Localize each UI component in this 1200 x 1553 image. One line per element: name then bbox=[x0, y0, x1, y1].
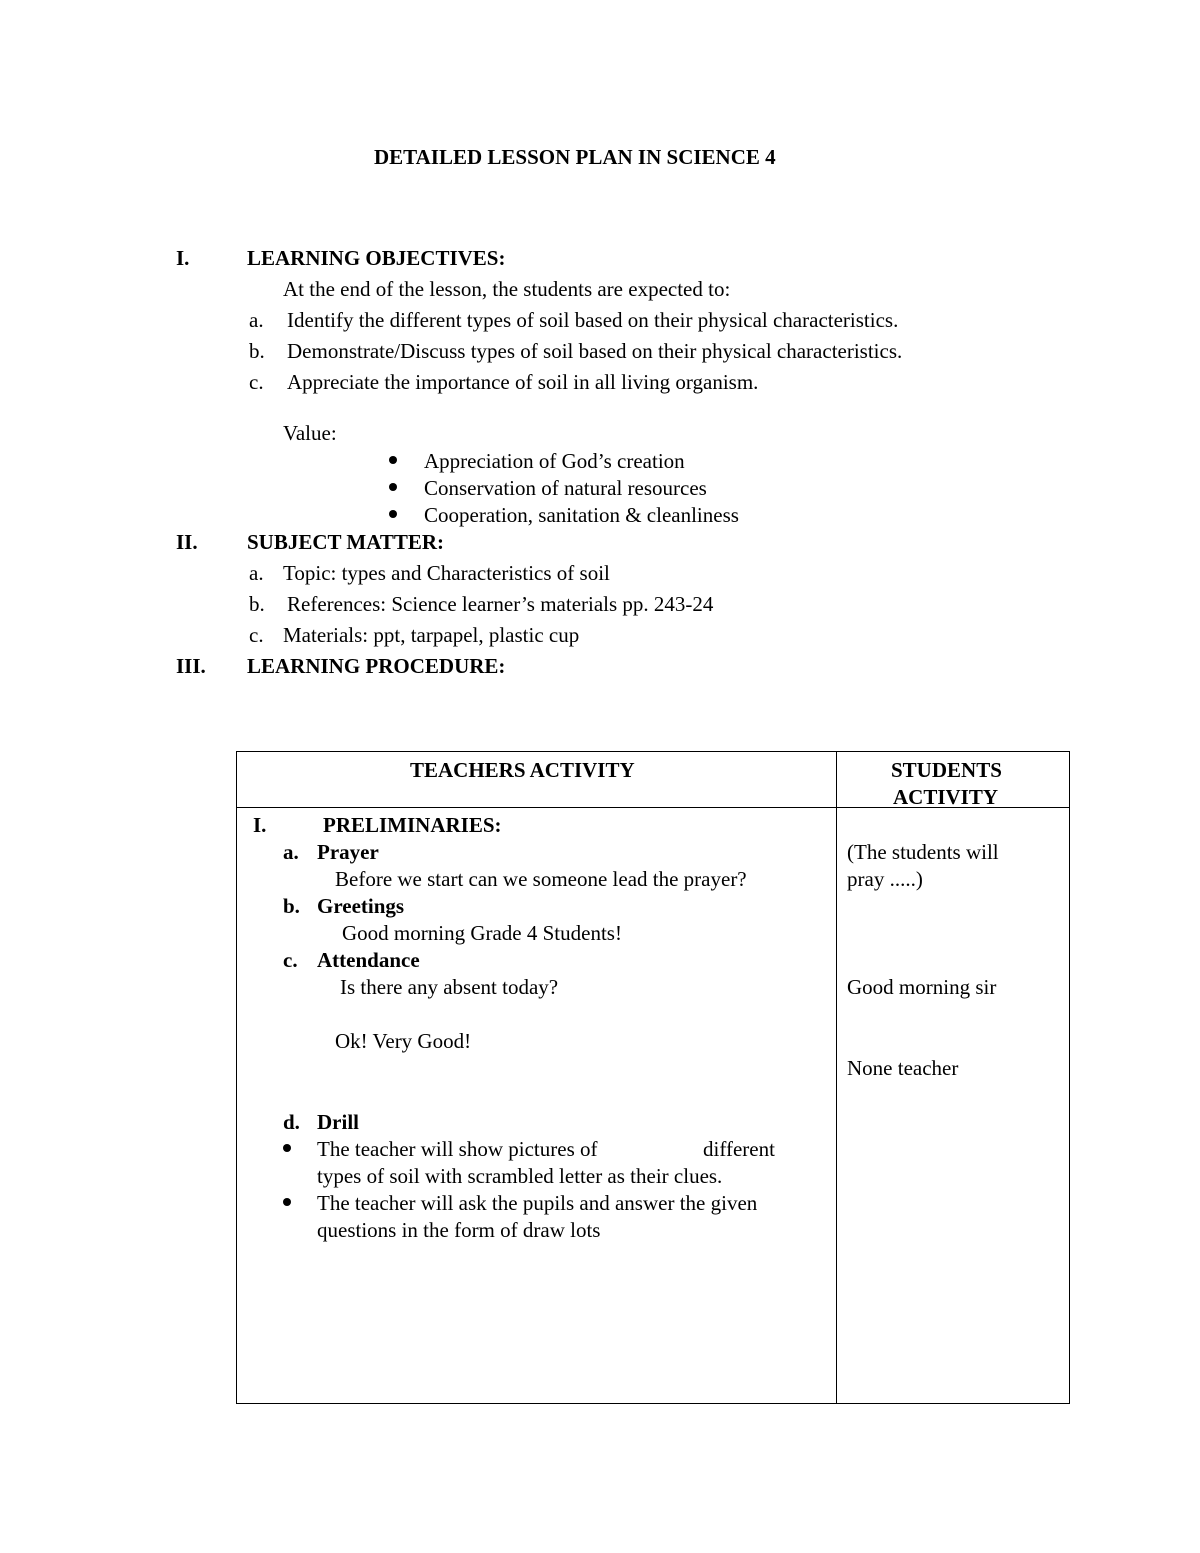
bullet-icon bbox=[283, 1144, 291, 1152]
attendance-text: Is there any absent today? bbox=[340, 975, 559, 999]
greetings-label: Greetings bbox=[317, 894, 405, 918]
student-response: pray .....) bbox=[847, 867, 923, 891]
value-item: Conservation of natural resources bbox=[424, 476, 707, 500]
objective-item: Identify the different types of soil based on their physical characteristics. bbox=[287, 308, 899, 332]
attendance-label: Attendance bbox=[317, 948, 420, 972]
section-numeral: III. bbox=[176, 654, 206, 678]
bullet-icon bbox=[389, 456, 397, 464]
value-label: Value: bbox=[283, 421, 337, 445]
drill-item: questions in the form of draw lots bbox=[317, 1218, 601, 1242]
subject-matter-heading: SUBJECT MATTER: bbox=[247, 530, 445, 554]
bullet-icon bbox=[389, 483, 397, 491]
objectives-heading: LEARNING OBJECTIVES: bbox=[247, 246, 506, 270]
section-numeral: I. bbox=[253, 813, 267, 837]
list-letter: a. bbox=[249, 561, 264, 585]
student-response: Good morning sir bbox=[847, 975, 997, 999]
drill-item: The teacher will show pictures of bbox=[317, 1137, 598, 1161]
drill-item: different bbox=[703, 1137, 775, 1161]
list-letter: c. bbox=[283, 948, 298, 972]
teacher-activity-header: TEACHERS ACTIVITY bbox=[410, 758, 635, 782]
list-letter: b. bbox=[283, 894, 300, 918]
document-title: DETAILED LESSON PLAN IN SCIENCE 4 bbox=[374, 145, 776, 169]
list-letter: c. bbox=[249, 370, 264, 394]
procedure-heading: LEARNING PROCEDURE: bbox=[247, 654, 506, 678]
subject-item: References: Science learner’s materials pp. 243-24 bbox=[287, 592, 714, 616]
activity-table bbox=[236, 751, 1070, 1404]
drill-item: types of soil with scrambled letter as their clues. bbox=[317, 1164, 723, 1188]
student-activity-header: STUDENTS bbox=[891, 758, 1002, 782]
list-letter: d. bbox=[283, 1110, 300, 1134]
preliminaries-heading: PRELIMINARIES: bbox=[323, 813, 502, 837]
student-response: None teacher bbox=[847, 1056, 959, 1080]
section-numeral: II. bbox=[176, 530, 198, 554]
list-letter: b. bbox=[249, 339, 265, 363]
list-letter: a. bbox=[249, 308, 264, 332]
objective-item: Appreciate the importance of soil in all living organism. bbox=[287, 370, 759, 394]
student-response: (The students will bbox=[847, 840, 999, 864]
drill-label: Drill bbox=[317, 1110, 359, 1134]
value-item: Appreciation of God’s creation bbox=[424, 449, 685, 473]
prayer-label: Prayer bbox=[317, 840, 379, 864]
section-numeral: I. bbox=[176, 246, 190, 270]
student-activity-header: ACTIVITY bbox=[893, 785, 999, 809]
subject-item: Materials: ppt, tarpapel, plastic cup bbox=[283, 623, 580, 647]
bullet-icon bbox=[389, 510, 397, 518]
bullet-icon bbox=[283, 1198, 291, 1206]
list-letter: c. bbox=[249, 623, 264, 647]
greetings-text: Good morning Grade 4 Students! bbox=[342, 921, 622, 945]
list-letter: a. bbox=[283, 840, 299, 864]
objective-item: Demonstrate/Discuss types of soil based on their physical characteristics. bbox=[287, 339, 903, 363]
value-item: Cooperation, sanitation & cleanliness bbox=[424, 503, 739, 527]
prayer-text: Before we start can we someone lead the prayer? bbox=[335, 867, 747, 891]
table-column-divider bbox=[836, 752, 837, 1403]
drill-item: The teacher will ask the pupils and answer the given bbox=[317, 1191, 758, 1215]
attendance-response: Ok! Very Good! bbox=[335, 1029, 472, 1053]
list-letter: b. bbox=[249, 592, 265, 616]
objectives-intro: At the end of the lesson, the students are expected to: bbox=[283, 277, 731, 301]
subject-item: Topic: types and Characteristics of soil bbox=[283, 561, 610, 585]
